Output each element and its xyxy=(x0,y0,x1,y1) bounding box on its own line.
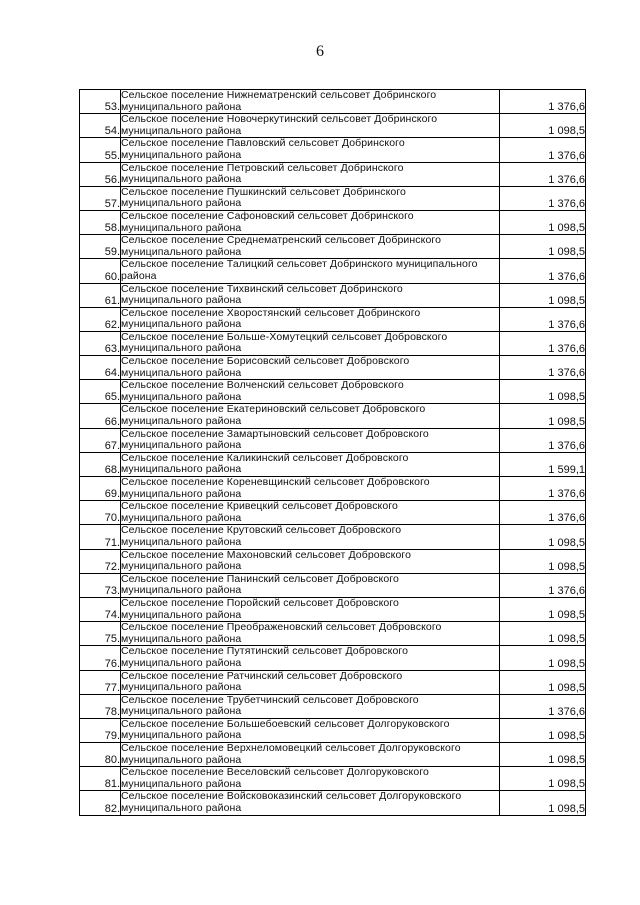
settlement-name-line2: муниципального района xyxy=(121,197,242,210)
settlement-name xyxy=(121,525,500,549)
settlement-name-line1: Сельское поселение Трубетчинский сельсовет Добровского xyxy=(121,693,419,706)
row-number: 74. xyxy=(80,597,121,621)
amount-value: 1 098,5 xyxy=(500,114,586,138)
settlement-name xyxy=(121,767,500,791)
amount-value: 1 098,5 xyxy=(500,646,586,670)
settlement-name xyxy=(121,573,500,597)
settlement-name-line2: муниципального района xyxy=(121,173,242,186)
amount-value: 1 376,6 xyxy=(500,259,586,283)
settlement-name-line2: муниципального района xyxy=(121,221,242,234)
settlement-name-line2: муниципального района xyxy=(121,632,242,645)
amount-value: 1 098,5 xyxy=(500,380,586,404)
table-row xyxy=(80,670,586,694)
table-row xyxy=(80,235,586,259)
settlement-name-line2: муниципального района xyxy=(121,705,242,718)
table-row xyxy=(80,501,586,525)
settlement-name xyxy=(121,186,500,210)
settlement-name-line2: муниципального района xyxy=(121,318,242,331)
settlement-name xyxy=(121,646,500,670)
table-row xyxy=(80,404,586,428)
settlement-name xyxy=(121,210,500,234)
row-number: 57. xyxy=(80,186,121,210)
settlement-name-line2: муниципального района xyxy=(121,584,242,597)
settlement-name xyxy=(121,235,500,259)
amount-value: 1 098,5 xyxy=(500,767,586,791)
settlement-name xyxy=(121,114,500,138)
row-number: 73. xyxy=(80,573,121,597)
row-number: 82. xyxy=(80,791,121,815)
settlement-name-line1: Сельское поселение Новочеркутинский сельсовет Добринского xyxy=(121,113,438,126)
amount-value: 1 376,6 xyxy=(500,90,586,114)
settlement-name xyxy=(121,622,500,646)
amount-value: 1 376,6 xyxy=(500,428,586,452)
table-row xyxy=(80,791,586,815)
table-row xyxy=(80,428,586,452)
row-number: 58. xyxy=(80,210,121,234)
row-number: 79. xyxy=(80,718,121,742)
row-number: 59. xyxy=(80,235,121,259)
settlement-name xyxy=(121,404,500,428)
amount-value: 1 098,5 xyxy=(500,283,586,307)
settlement-name-line1: Сельское поселение Волченский сельсовет Добровского xyxy=(121,379,404,392)
amount-value: 1 376,6 xyxy=(500,501,586,525)
settlement-name-line2: муниципального района xyxy=(121,753,242,766)
table-row xyxy=(80,210,586,234)
row-number: 62. xyxy=(80,307,121,331)
amount-value: 1 098,5 xyxy=(500,622,586,646)
settlement-name-line2: муниципального района xyxy=(121,294,242,307)
amount-value: 1 376,6 xyxy=(500,573,586,597)
settlement-name-line1: Сельское поселение Талицкий сельсовет Добринского муниципального xyxy=(121,258,478,271)
row-number: 78. xyxy=(80,694,121,718)
settlement-name xyxy=(121,138,500,162)
row-number: 71. xyxy=(80,525,121,549)
settlement-name-line2: муниципального района xyxy=(121,148,242,161)
row-number: 53. xyxy=(80,90,121,114)
table-row xyxy=(80,573,586,597)
settlement-name-line1: Сельское поселение Хворостянский сельсовет Добринского xyxy=(121,306,421,319)
settlement-name xyxy=(121,162,500,186)
settlement-name-line1: Сельское поселение Верхнеломовецкий сельсовет Долгоруковского xyxy=(121,742,461,755)
settlement-name xyxy=(121,791,500,815)
amount-value: 1 098,5 xyxy=(500,791,586,815)
settlement-name xyxy=(121,549,500,573)
settlement-name xyxy=(121,331,500,355)
settlement-name-line1: Сельское поселение Путятинский сельсовет Добровского xyxy=(121,645,409,658)
settlement-name-line2: муниципального района xyxy=(121,511,242,524)
settlement-name-line1: Сельское поселение Среднематренский сельсовет Добринского xyxy=(121,234,442,247)
amount-value: 1 098,5 xyxy=(500,404,586,428)
amount-value: 1 376,6 xyxy=(500,694,586,718)
settlement-name-line2: муниципального района xyxy=(121,656,242,669)
settlement-name-line2: муниципального района xyxy=(121,681,242,694)
settlement-name-line2: муниципального района xyxy=(121,390,242,403)
settlement-name xyxy=(121,283,500,307)
settlement-name-line2: муниципального района xyxy=(121,415,242,428)
amount-value: 1 098,5 xyxy=(500,718,586,742)
settlement-name-line1: Сельское поселение Кореневщинский сельсовет Добровского xyxy=(121,476,430,488)
table-row xyxy=(80,283,586,307)
allocation-table xyxy=(79,89,586,816)
table-row xyxy=(80,525,586,549)
table-body xyxy=(80,90,586,816)
settlement-name xyxy=(121,307,500,331)
amount-value: 1 376,6 xyxy=(500,331,586,355)
table-row xyxy=(80,743,586,767)
settlement-name xyxy=(121,501,500,525)
row-number: 56. xyxy=(80,162,121,186)
amount-value: 1 599,1 xyxy=(500,452,586,476)
settlement-name xyxy=(121,477,500,501)
row-number: 75. xyxy=(80,622,121,646)
table-row xyxy=(80,380,586,404)
settlement-name-line1: Сельское поселение Павловский сельсовет Добринского xyxy=(121,137,405,150)
settlement-name xyxy=(121,90,500,114)
table-row xyxy=(80,186,586,210)
settlement-name-line1: Сельское поселение Преображеновский сельсовет Добровского xyxy=(121,621,442,634)
amount-value: 1 098,5 xyxy=(500,597,586,621)
table-row xyxy=(80,356,586,380)
amount-value: 1 098,5 xyxy=(500,549,586,573)
row-number: 69. xyxy=(80,477,121,501)
table-row xyxy=(80,477,586,501)
settlement-name xyxy=(121,452,500,476)
settlement-name-line2: муниципального района xyxy=(121,535,242,548)
settlement-name xyxy=(121,743,500,767)
table-row xyxy=(80,114,586,138)
settlement-name-line1: Сельское поселение Пушкинский сельсовет Добринского xyxy=(121,185,407,198)
row-number: 76. xyxy=(80,646,121,670)
settlement-name-line1: Сельское поселение Екатериновский сельсовет Добровского xyxy=(121,403,426,416)
amount-value: 1 376,6 xyxy=(500,356,586,380)
row-number: 63. xyxy=(80,331,121,355)
settlement-name-line2: муниципального района xyxy=(121,560,242,573)
amount-value: 1 098,5 xyxy=(500,210,586,234)
table-row xyxy=(80,307,586,331)
row-number: 80. xyxy=(80,743,121,767)
settlement-name-line2: муниципального района xyxy=(121,245,242,258)
settlement-name-line2: муниципального района xyxy=(121,439,242,452)
settlement-name-line1: Сельское поселение Большебоевский сельсовет Долгоруковского xyxy=(121,717,450,730)
row-number: 67. xyxy=(80,428,121,452)
table-row xyxy=(80,162,586,186)
table-row xyxy=(80,718,586,742)
amount-value: 1 098,5 xyxy=(500,743,586,767)
settlement-name-line1: Сельское поселение Поройский сельсовет Добровского xyxy=(121,596,399,609)
amount-value: 1 098,5 xyxy=(500,670,586,694)
table-row xyxy=(80,138,586,162)
settlement-name-line2: муниципального района xyxy=(121,608,242,621)
settlement-name-line1: Сельское поселение Петровский сельсовет Добринского xyxy=(121,161,404,174)
row-number: 68. xyxy=(80,452,121,476)
row-number: 65. xyxy=(80,380,121,404)
settlement-name-line1: Сельское поселение Сафоновский сельсовет Добринского xyxy=(121,209,414,222)
settlement-name-line1: Сельское поселение Нижнематренский сельсовет Добринского xyxy=(121,89,437,101)
settlement-name-line1: Сельское поселение Махоновский сельсовет Добровского xyxy=(121,548,412,561)
settlement-name-line2: муниципального района xyxy=(121,802,242,815)
row-number: 60. xyxy=(80,259,121,283)
settlement-name-line2: муниципального района xyxy=(121,463,242,476)
settlement-name-line2: муниципального района xyxy=(121,366,242,379)
row-number: 55. xyxy=(80,138,121,162)
settlement-name-line1: Сельское поселение Борисовский сельсовет Добровского xyxy=(121,355,410,368)
table-row xyxy=(80,90,586,114)
row-number: 77. xyxy=(80,670,121,694)
table-row xyxy=(80,259,586,283)
row-number: 54. xyxy=(80,114,121,138)
settlement-name xyxy=(121,428,500,452)
row-number: 61. xyxy=(80,283,121,307)
row-number: 70. xyxy=(80,501,121,525)
table-row xyxy=(80,646,586,670)
amount-value: 1 098,5 xyxy=(500,525,586,549)
table-row xyxy=(80,767,586,791)
table-row xyxy=(80,452,586,476)
settlement-name-line1: Сельское поселение Ратчинский сельсовет Добровского xyxy=(121,669,403,682)
page-number: 6 xyxy=(316,43,324,60)
settlement-name xyxy=(121,694,500,718)
amount-value: 1 376,6 xyxy=(500,186,586,210)
settlement-name xyxy=(121,380,500,404)
row-number: 81. xyxy=(80,767,121,791)
row-number: 72. xyxy=(80,549,121,573)
table-row xyxy=(80,597,586,621)
settlement-name-line2: муниципального района xyxy=(121,100,242,113)
table-row xyxy=(80,549,586,573)
settlement-name-line2: муниципального района xyxy=(121,342,242,355)
settlement-name-line2: района xyxy=(121,269,157,282)
table-row xyxy=(80,622,586,646)
settlement-name-line1: Сельское поселение Панинский сельсовет Добровского xyxy=(121,572,399,585)
settlement-name-line2: муниципального района xyxy=(121,777,242,790)
settlement-name xyxy=(121,356,500,380)
settlement-name-line1: Сельское поселение Кривецкий сельсовет Добровского xyxy=(121,500,398,513)
settlement-name xyxy=(121,597,500,621)
settlement-name-line1: Сельское поселение Больше-Хомутецкий сельсовет Добровского xyxy=(121,330,448,343)
amount-value: 1 098,5 xyxy=(500,235,586,259)
settlement-name xyxy=(121,259,500,283)
settlement-name-line1: Сельское поселение Замартыновский сельсовет Добровского xyxy=(121,427,429,440)
row-number: 66. xyxy=(80,404,121,428)
amount-value: 1 376,6 xyxy=(500,138,586,162)
settlement-name-line1: Сельское поселение Каликинский сельсовет Добровского xyxy=(121,451,409,464)
settlement-name-line2: муниципального района xyxy=(121,487,242,500)
settlement-name-line1: Сельское поселение Крутовский сельсовет Добровского xyxy=(121,524,402,537)
settlement-name-line2: муниципального района xyxy=(121,729,242,742)
settlement-name-line1: Сельское поселение Веселовский сельсовет Долгоруковского xyxy=(121,766,429,779)
settlement-name xyxy=(121,718,500,742)
settlement-name-line1: Сельское поселение Тихвинский сельсовет Добринского xyxy=(121,282,403,295)
settlement-name-line1: Сельское поселение Войсковоказинский сельсовет Долгоруковского xyxy=(121,790,462,803)
settlement-name-line2: муниципального района xyxy=(121,124,242,137)
table-row xyxy=(80,331,586,355)
settlement-name xyxy=(121,670,500,694)
amount-value: 1 376,6 xyxy=(500,162,586,186)
amount-value: 1 376,6 xyxy=(500,307,586,331)
amount-value: 1 376,6 xyxy=(500,477,586,501)
row-number: 64. xyxy=(80,356,121,380)
table-row xyxy=(80,694,586,718)
